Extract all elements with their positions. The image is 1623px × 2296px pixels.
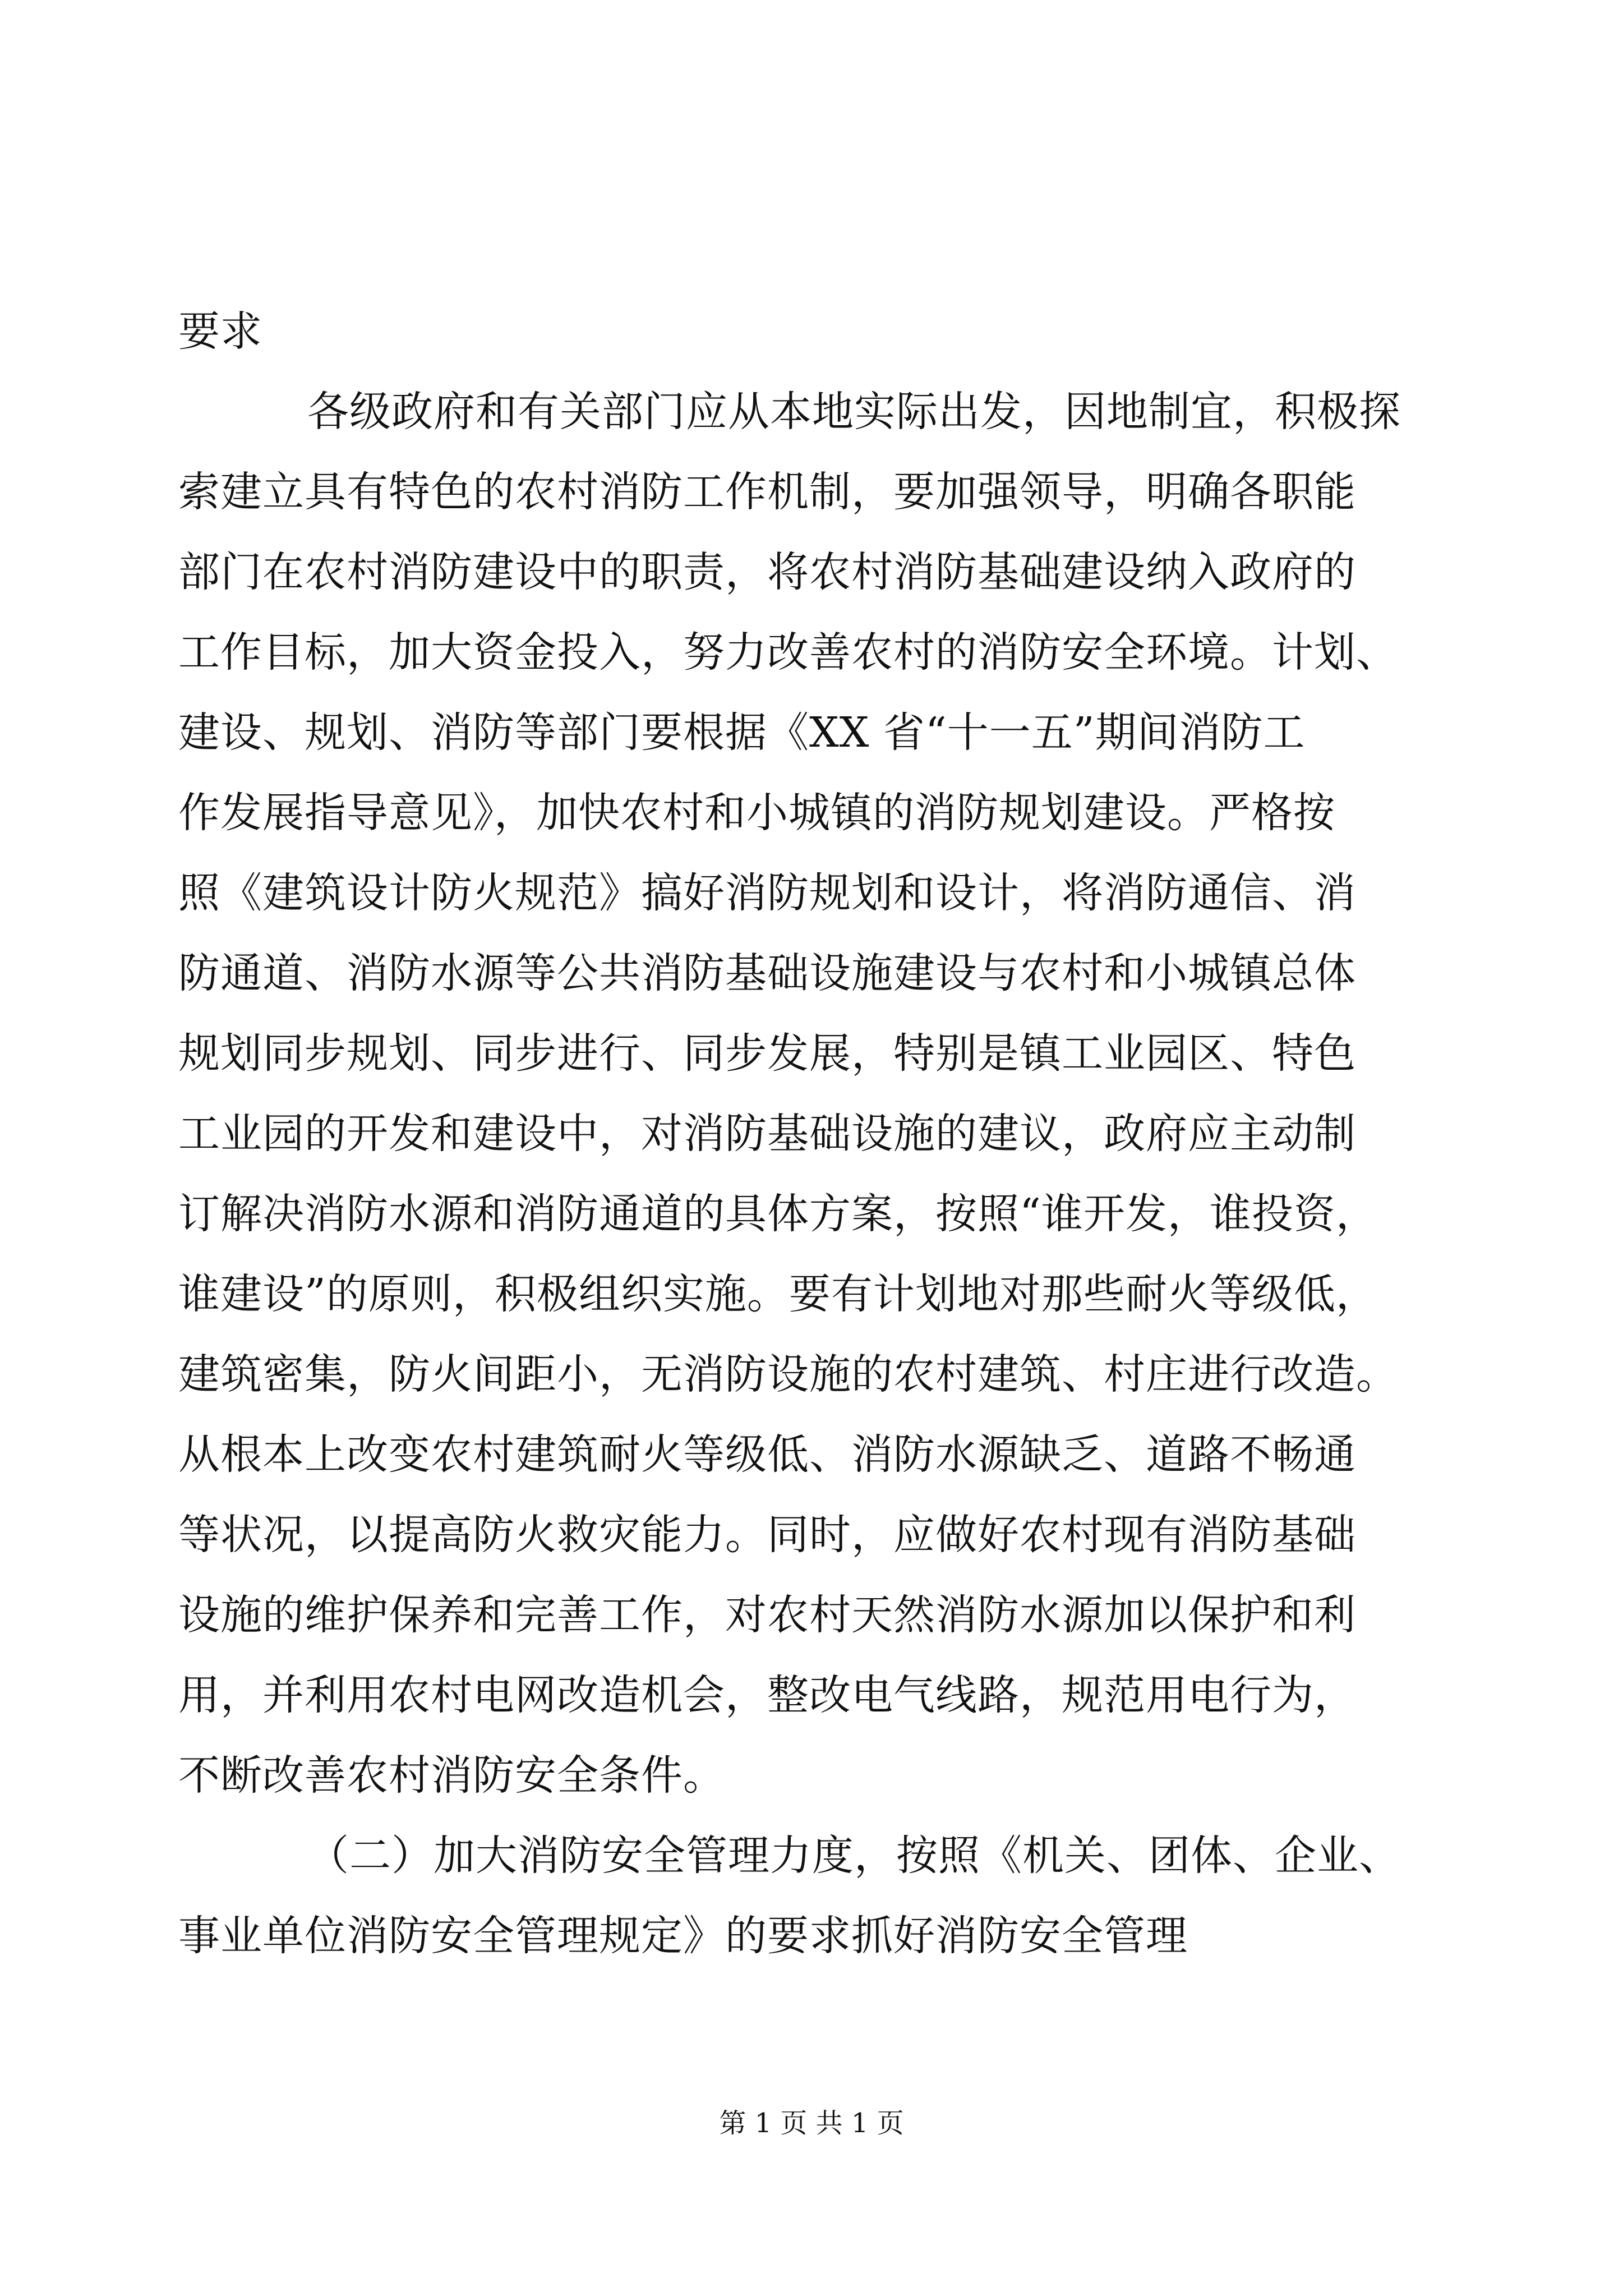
paragraph-line: 建筑密集，防火间距小，无消防设施的农村建筑、村庄进行改造。 [178, 1350, 1398, 1398]
paragraph-line: 建设、规划、消防等部门要根据《XX 省“十一五”期间消防工 [178, 708, 1306, 757]
paragraph-line: 用，并利用农村电网改造机会，整改电气线路，规范用电行为， [178, 1671, 1356, 1719]
section-heading-line: （二）加大消防安全管理力度，按照《机关、团体、企业、 [307, 1832, 1401, 1880]
paragraph-line: 设施的维护保养和完善工作，对农村天然消防水源加以保护和利 [178, 1591, 1356, 1639]
heading-line: 要求 [178, 307, 262, 356]
page-number-footer: 第 1 页 共 1 页 [719, 2108, 904, 2139]
paragraph-line: 作发展指导意见》，加快农村和小城镇的消防规划建设。严格按 [178, 789, 1335, 837]
paragraph-line: 订解决消防水源和消防通道的具体方案，按照“谁开发，谁投资， [178, 1190, 1378, 1238]
section-heading-line: 事业单位消防安全管理规定》的要求抓好消防安全管理 [178, 1912, 1188, 1960]
paragraph-line: 照《建筑设计防火规范》搞好消防规划和设计，将消防通信、消 [178, 869, 1356, 917]
paragraph-line: 等状况，以提高防火救灾能力。同时，应做好农村现有消防基础 [178, 1511, 1356, 1559]
paragraph-line: 工作目标，加大资金投入，努力改善农村的消防安全环境。计划、 [178, 628, 1398, 677]
paragraph-line: 工业园的开发和建设中，对消防基础设施的建议，政府应主动制 [178, 1110, 1356, 1158]
paragraph-line: 防通道、消防水源等公共消防基础设施建设与农村和小城镇总体 [178, 949, 1356, 997]
document-body [178, 292, 1440, 1976]
paragraph-line: 不断改善农村消防安全条件。 [178, 1751, 725, 1800]
paragraph-line: 索建立具有特色的农村消防工作机制，要加强领导，明确各职能 [178, 468, 1356, 516]
paragraph-line: 各级政府和有关部门应从本地实际出发，因地制宜，积极探 [307, 388, 1401, 436]
paragraph-line: 部门在农村消防建设中的职责，将农村消防基础建设纳入政府的 [178, 548, 1356, 596]
paragraph-line: 规划同步规划、同步进行、同步发展，特别是镇工业园区、特色 [178, 1029, 1356, 1078]
paragraph-line: 谁建设”的原则，积极组织实施。要有计划地对那些耐火等级低， [178, 1270, 1378, 1318]
paragraph-line: 从根本上改变农村建筑耐火等级低、消防水源缺乏、道路不畅通 [178, 1430, 1356, 1479]
